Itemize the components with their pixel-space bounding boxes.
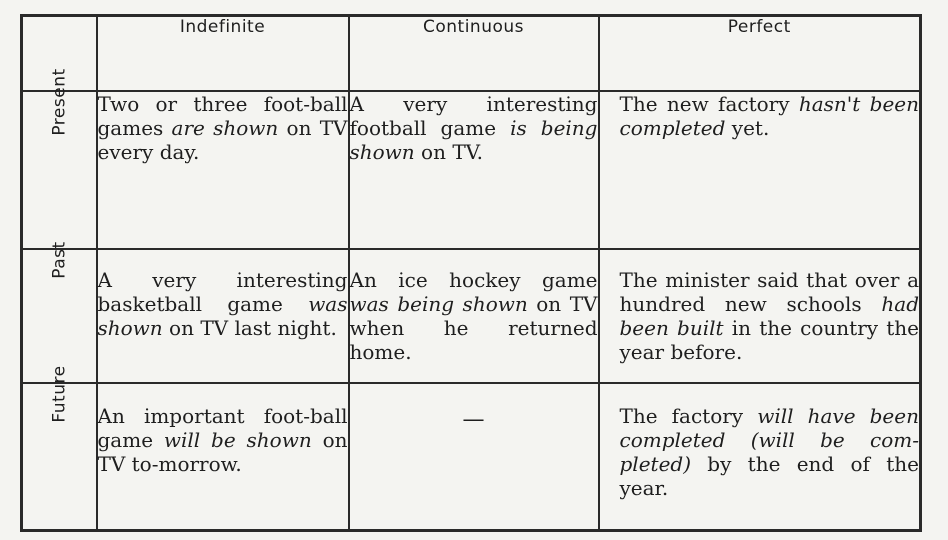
row-past xyxy=(22,249,921,383)
cell-text: The new factory xyxy=(619,91,799,116)
cell-text: yet. xyxy=(725,115,770,140)
cell-past-indefinite xyxy=(97,249,349,383)
cell-verb-form: hasn't been completed xyxy=(619,91,919,140)
cell-present-indefinite xyxy=(97,91,349,249)
cell-verb-form: will be shown xyxy=(163,427,312,452)
cell-text: The minister said that over a hundred new schools xyxy=(619,267,919,316)
cell-text: The factory xyxy=(619,403,758,428)
row-label-future xyxy=(22,364,97,531)
row-label-present xyxy=(22,67,97,249)
cell-text: on TV when he returned home. xyxy=(349,291,598,364)
cell-text: on TV. xyxy=(414,139,483,164)
row-label-text: Present xyxy=(49,67,70,136)
row-label-past xyxy=(22,240,97,383)
row-label-text: Future xyxy=(49,364,70,423)
row-future xyxy=(22,383,921,531)
column-header-continuous: Continuous xyxy=(349,16,599,91)
cell-present-continuous xyxy=(349,91,599,249)
cell-text: in the country the year before. xyxy=(619,315,919,364)
cell-text: on TV every day. xyxy=(97,115,348,164)
row-label-text: Past xyxy=(49,240,70,279)
passive-voice-tense-table xyxy=(20,14,922,532)
cell-verb-form: had been built xyxy=(619,291,919,340)
column-header-perfect: Perfect xyxy=(599,16,921,91)
cell-future-indefinite xyxy=(97,383,349,531)
cell-past-continuous xyxy=(349,249,599,383)
cell-text: A very interesting basketball game xyxy=(97,267,348,316)
column-header-indefinite: Indefinite xyxy=(97,16,349,91)
header-row xyxy=(22,16,921,91)
cell-future-continuous: — xyxy=(349,383,599,531)
cell-text: by the end of the year. xyxy=(619,451,919,500)
cell-text: An important foot-ball game xyxy=(97,403,348,452)
cell-future-perfect xyxy=(599,383,921,531)
cell-verb-form: will have been completed (will be com-pleted) xyxy=(619,403,919,476)
cell-verb-form: is being shown xyxy=(349,115,598,164)
cell-verb-form: are shown xyxy=(171,115,279,140)
row-present xyxy=(22,91,921,249)
cell-text: on TV last night. xyxy=(162,315,337,340)
cell-past-perfect xyxy=(599,249,921,383)
cell-text: A very interesting football game xyxy=(349,91,598,140)
cell-verb-form: was being shown xyxy=(349,291,528,316)
cell-text: An ice hockey game xyxy=(349,267,598,292)
cell-text: Two or three foot-ball games xyxy=(97,91,348,140)
cell-verb-form: was shown xyxy=(97,291,348,340)
cell-text: on TV to-morrow. xyxy=(97,427,348,476)
cell-present-perfect xyxy=(599,91,921,249)
